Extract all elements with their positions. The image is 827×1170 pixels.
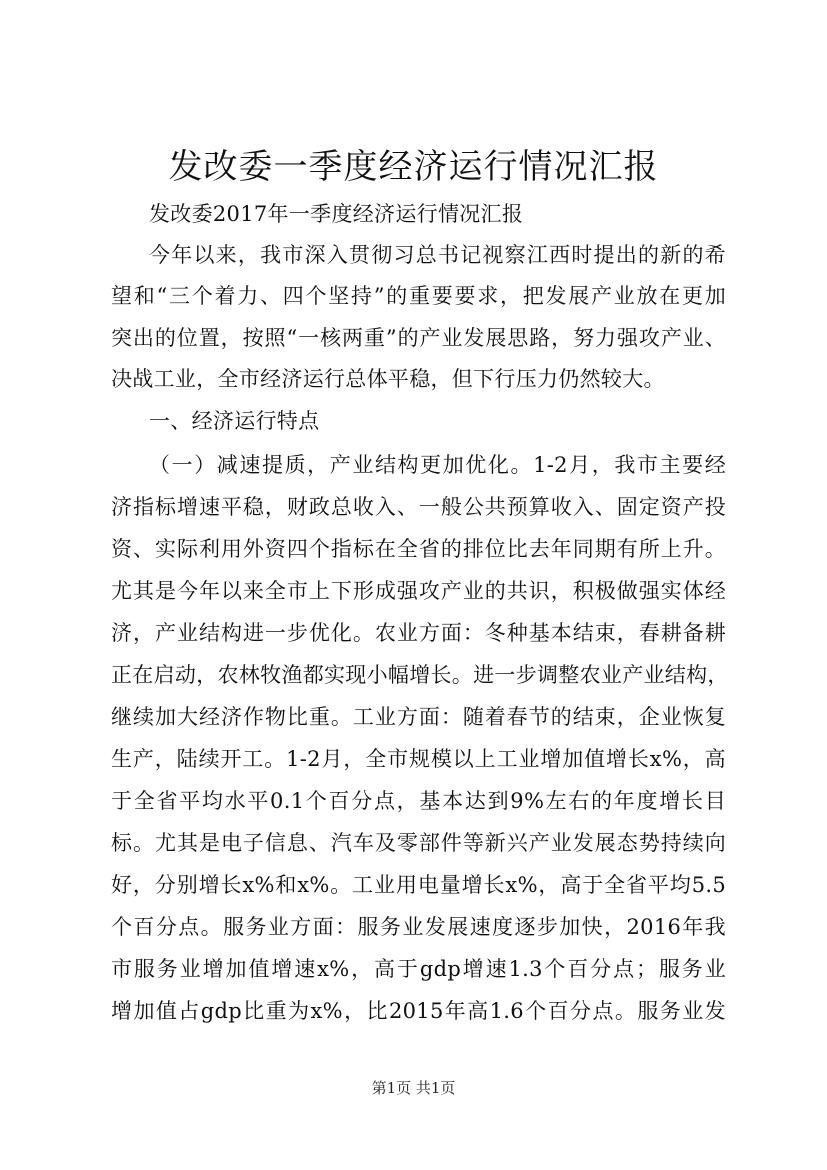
page-footer: 第1页 共1页 [371, 1079, 456, 1097]
subtitle-line: 发改委2017年一季度经济运行情况汇报 [149, 202, 524, 226]
paragraph-line: （一）减速提质，产业结构更加优化。1-2月，我市主要经 [149, 453, 726, 477]
paragraph-line: 市服务业增加值增速x%，高于gdp增速1.3个百分点；服务业 [111, 957, 726, 981]
paragraph-line: 资、实际利用外资四个指标在全省的排位比去年同期有所上升。 [111, 537, 726, 561]
paragraph-line: 今年以来，我市深入贯彻习总书记视察江西时提出的新的希 [149, 243, 726, 267]
section-heading: 一、经济运行特点 [149, 409, 320, 433]
paragraph-line: 决战工业，全市经济运行总体平稳，但下行压力仍然较大。 [111, 367, 665, 391]
paragraph-line: 望和“三个着力、四个坚持”的重要要求，把发展产业放在更加 [111, 284, 726, 308]
paragraph-line: 济，产业结构进一步优化。农业方面：冬种基本结束，春耕备耕 [111, 621, 726, 645]
paragraph-line: 继续加大经济作物比重。工业方面：随着春节的结束，企业恢复 [111, 705, 726, 729]
paragraph-line: 标。尤其是电子信息、汽车及零部件等新兴产业发展态势持续向 [111, 831, 726, 855]
paragraph-line: 正在启动，农林牧渔都实现小幅增长。进一步调整农业产业结构， [111, 663, 729, 687]
paragraph-line: 生产，陆续开工。1-2月，全市规模以上工业增加值增长x%，高 [111, 747, 726, 771]
paragraph-line: 济指标增速平稳，财政总收入、一般公共预算收入、固定资产投 [111, 495, 726, 519]
paragraph-line: 于全省平均水平0.1个百分点，基本达到9%左右的年度增长目 [111, 789, 726, 813]
paragraph-line: 突出的位置，按照“一核两重”的产业发展思路，努力强攻产业、 [111, 326, 726, 350]
paragraph-line: 增加值占gdp比重为x%，比2015年高1.6个百分点。服务业发 [111, 999, 726, 1023]
paragraph-line: 尤其是今年以来全市上下形成强攻产业的共识，积极做强实体经 [111, 579, 726, 603]
document-title: 发改委一季度经济运行情况汇报 [168, 147, 659, 187]
paragraph-line: 个百分点。服务业方面：服务业发展速度逐步加快，2016年我 [111, 915, 726, 939]
paragraph-line: 好，分别增长x%和x%。工业用电量增长x%，高于全省平均5.5 [111, 873, 726, 897]
